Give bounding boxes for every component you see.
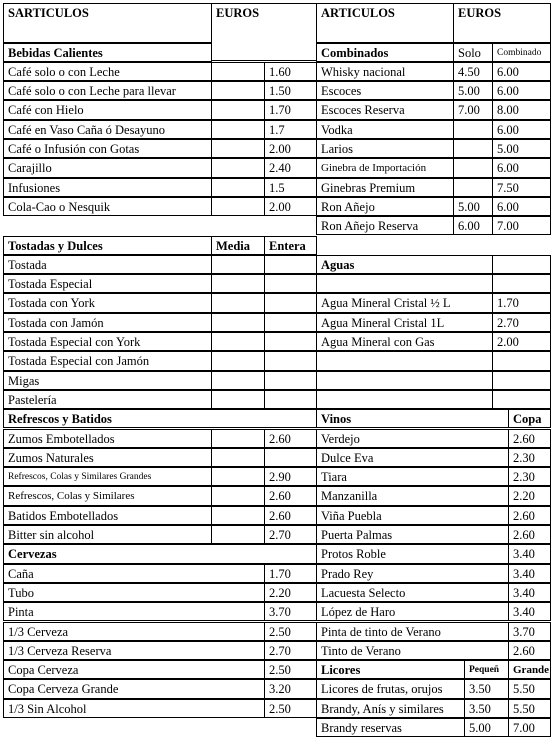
combinado-price: 5.00 (492, 139, 551, 158)
section-title-cervezas: Cervezas (3, 544, 317, 563)
vino-price: 3.40 (508, 602, 551, 621)
licor-pequeno: 5.00 (464, 718, 509, 737)
bebida-name: Carajillo (3, 158, 212, 177)
combinado-name: Whisky nacional (316, 62, 454, 81)
tostada-name: Tostada (3, 255, 212, 274)
vino-price: 2.30 (508, 448, 551, 467)
bebida-media (211, 81, 265, 100)
combinado-name: Escoces Reserva (316, 100, 454, 119)
col-solo-label: Solo (453, 43, 493, 62)
vino-price: 2.60 (508, 525, 551, 544)
combinado-price: 6.00 (492, 120, 551, 139)
bebida-name: Café o Infusión con Gotas (3, 139, 212, 158)
licor-pequeno: 3.50 (464, 679, 509, 698)
bebida-name: Café solo o con Leche para llevar (3, 81, 212, 100)
cerveza-name: Tubo (3, 583, 265, 602)
aguas-empty-price (492, 371, 551, 390)
licor-name: Brandy, Anís y similares (316, 699, 465, 718)
section-title-bebidas: Bebidas Calientes (3, 43, 212, 62)
vino-price: 2.60 (508, 641, 551, 660)
combinado-solo (453, 158, 493, 177)
refresco-price: 2.60 (264, 506, 317, 525)
bebida-name: Cola-Cao o Nesquik (3, 197, 212, 216)
refresco-name: Batidos Embotellados (3, 506, 212, 525)
tostada-media (211, 255, 265, 274)
vino-name: Prado Rey (316, 564, 509, 583)
vino-name: Puerta Palmas (316, 525, 509, 544)
tostada-name: Tostada Especial (3, 274, 212, 293)
combinado-price: 7.50 (492, 178, 551, 197)
combinado-price: 6.00 (492, 81, 551, 100)
cerveza-name: Caña (3, 564, 265, 583)
cerveza-price: 2.70 (264, 641, 317, 660)
combinado-name: Ginebra de Importación (316, 158, 454, 177)
tostada-entera (264, 371, 317, 390)
aguas-empty-row (316, 390, 493, 409)
bebida-media (211, 197, 265, 216)
combinado-name: Ron Añejo Reserva (316, 216, 454, 235)
tostada-media (211, 371, 265, 390)
vino-name: Manzanilla (316, 486, 509, 505)
tostada-entera (264, 332, 317, 351)
combinado-name: Ron Añejo (316, 197, 454, 216)
cerveza-name: Copa Cerveza Grande (3, 679, 265, 698)
tostada-entera (264, 274, 317, 293)
licor-grande: 7.00 (508, 718, 551, 737)
bebida-media (211, 100, 265, 119)
combinado-price: 8.00 (492, 100, 551, 119)
tostada-name: Tostada con York (3, 293, 212, 312)
bebida-name: Infusiones (3, 178, 212, 197)
combinado-price: 7.00 (492, 216, 551, 235)
bebida-price: 2.00 (264, 197, 317, 216)
licor-name: Licores de frutas, orujos (316, 679, 465, 698)
vino-name: Pinta de tinto de Verano (316, 622, 509, 641)
vino-price: 2.60 (508, 429, 551, 448)
vino-name: Tiara (316, 467, 509, 486)
vino-price: 2.20 (508, 486, 551, 505)
aguas-empty-price (492, 390, 551, 409)
tostada-entera (264, 313, 317, 332)
tostada-name: Tostada Especial con Jamón (3, 351, 212, 370)
tostada-media (211, 274, 265, 293)
combinado-name: Vodka (316, 120, 454, 139)
cerveza-price: 2.50 (264, 660, 317, 679)
refresco-name: Refrescos, Colas y Similares (3, 486, 212, 505)
combinado-price: 6.00 (492, 62, 551, 81)
tostada-name: Tostada Especial con York (3, 332, 212, 351)
section-title-vinos: Vinos (316, 409, 509, 428)
licor-pequeno: 3.50 (464, 699, 509, 718)
refresco-name: Zumos Naturales (3, 448, 212, 467)
bebida-media (211, 158, 265, 177)
refresco-media (211, 525, 265, 544)
bebida-price: 1.7 (264, 120, 317, 139)
combinado-solo: 4.50 (453, 62, 493, 81)
bebida-name: Café solo o con Leche (3, 62, 212, 81)
header-articulos-left: SARTICULOS (3, 3, 212, 43)
col-copa-label: Copa (508, 409, 551, 428)
bebida-media (211, 139, 265, 158)
agua-name: Agua Mineral con Gas (316, 332, 493, 351)
combinado-name: Escoces (316, 81, 454, 100)
aguas-empty-row (316, 351, 493, 370)
col-entera-label: Entera (264, 236, 317, 255)
combinado-solo: 5.00 (453, 197, 493, 216)
cerveza-price: 2.20 (264, 583, 317, 602)
vino-price: 2.60 (508, 506, 551, 525)
agua-name: Agua Mineral Cristal 1L (316, 313, 493, 332)
section-title-combinados: Combinados (316, 43, 454, 62)
cerveza-price: 2.50 (264, 699, 317, 718)
agua-price: 2.70 (492, 313, 551, 332)
refresco-media (211, 448, 265, 467)
tostada-media (211, 313, 265, 332)
refresco-price: 2.90 (264, 467, 317, 486)
refresco-media (211, 429, 265, 448)
bebida-media (211, 178, 265, 197)
combinado-solo (453, 178, 493, 197)
bebida-price: 1.5 (264, 178, 317, 197)
vino-price: 3.40 (508, 564, 551, 583)
combinado-solo: 7.00 (453, 100, 493, 119)
section-title-aguas: Aguas (316, 255, 493, 274)
header-euros-left: EUROS (211, 3, 317, 61)
refresco-price: 2.60 (264, 429, 317, 448)
refresco-media (211, 506, 265, 525)
licor-grande: 5.50 (508, 699, 551, 718)
vino-price: 3.40 (508, 583, 551, 602)
cerveza-name: 1/3 Sin Alcohol (3, 699, 265, 718)
refresco-price (264, 448, 317, 467)
tostada-media (211, 351, 265, 370)
section-title-licores: Licores (316, 660, 465, 679)
vino-name: Dulce Eva (316, 448, 509, 467)
col-media-label: Media (211, 236, 265, 255)
combinado-solo (453, 139, 493, 158)
refresco-price: 2.70 (264, 525, 317, 544)
combinado-solo: 5.00 (453, 81, 493, 100)
refresco-media (211, 467, 265, 486)
bebida-name: Café en Vaso Caña ó Desayuno (3, 120, 212, 139)
vino-name: López de Haro (316, 602, 509, 621)
vino-price: 3.70 (508, 622, 551, 641)
section-title-refrescos: Refrescos y Batidos (3, 409, 317, 428)
aguas-empty-price (492, 351, 551, 370)
tostada-entera (264, 390, 317, 409)
bebida-media (211, 62, 265, 81)
header-articulos-right: ARTICULOS (316, 3, 454, 43)
cerveza-price: 3.70 (264, 602, 317, 621)
tostada-media (211, 390, 265, 409)
vino-name: Viña Puebla (316, 506, 509, 525)
agua-name: Agua Mineral Cristal ½ L (316, 293, 493, 312)
aguas-empty-row (316, 274, 493, 293)
vino-price: 3.40 (508, 544, 551, 563)
header-euros-right: EUROS (453, 3, 551, 43)
cerveza-name: Copa Cerveza (3, 660, 265, 679)
bebida-price: 1.60 (264, 62, 317, 81)
aguas-price-header (492, 255, 551, 274)
cerveza-name: 1/3 Cerveza Reserva (3, 641, 265, 660)
col-pequeno-label: Pequeñ (464, 660, 509, 679)
tostada-name: Migas (3, 371, 212, 390)
combinado-name: Larios (316, 139, 454, 158)
tostada-name: Tostada con Jamón (3, 313, 212, 332)
bebida-price: 1.70 (264, 100, 317, 119)
tostada-entera (264, 351, 317, 370)
vino-name: Protos Roble (316, 544, 509, 563)
tostada-name: Pastelería (3, 390, 212, 409)
cerveza-name: Pinta (3, 602, 265, 621)
vino-price: 2.30 (508, 467, 551, 486)
bebida-media (211, 120, 265, 139)
licor-grande: 5.50 (508, 679, 551, 698)
cerveza-name: 1/3 Cerveza (3, 622, 265, 641)
refresco-media (211, 486, 265, 505)
cerveza-price: 2.50 (264, 622, 317, 641)
tostada-media (211, 332, 265, 351)
combinado-solo: 6.00 (453, 216, 493, 235)
vino-name: Verdejo (316, 429, 509, 448)
section-title-tostadas: Tostadas y Dulces (3, 236, 212, 255)
tostada-entera (264, 255, 317, 274)
vino-name: Lacuesta Selecto (316, 583, 509, 602)
refresco-name: Refrescos, Colas y Similares Grandes (3, 467, 212, 486)
cerveza-price: 3.20 (264, 679, 317, 698)
vino-name: Tinto de Verano (316, 641, 509, 660)
agua-price: 1.70 (492, 293, 551, 312)
bebida-price: 2.00 (264, 139, 317, 158)
cerveza-price: 1.70 (264, 564, 317, 583)
bebida-price: 2.40 (264, 158, 317, 177)
aguas-empty-row (316, 371, 493, 390)
refresco-name: Bitter sin alcohol (3, 525, 212, 544)
col-combinado-label: Combinado (492, 43, 551, 62)
combinado-name: Ginebras Premium (316, 178, 454, 197)
refresco-price: 2.60 (264, 486, 317, 505)
refresco-name: Zumos Embotellados (3, 429, 212, 448)
combinado-solo (453, 120, 493, 139)
combinado-price: 6.00 (492, 197, 551, 216)
bebida-name: Café con Hielo (3, 100, 212, 119)
tostada-entera (264, 293, 317, 312)
licor-name: Brandy reservas (316, 718, 465, 737)
combinado-price: 6.00 (492, 158, 551, 177)
tostada-media (211, 293, 265, 312)
agua-price: 2.00 (492, 332, 551, 351)
aguas-empty-price (492, 274, 551, 293)
bebida-price: 1.50 (264, 81, 317, 100)
col-grande-label: Grande (508, 660, 551, 679)
